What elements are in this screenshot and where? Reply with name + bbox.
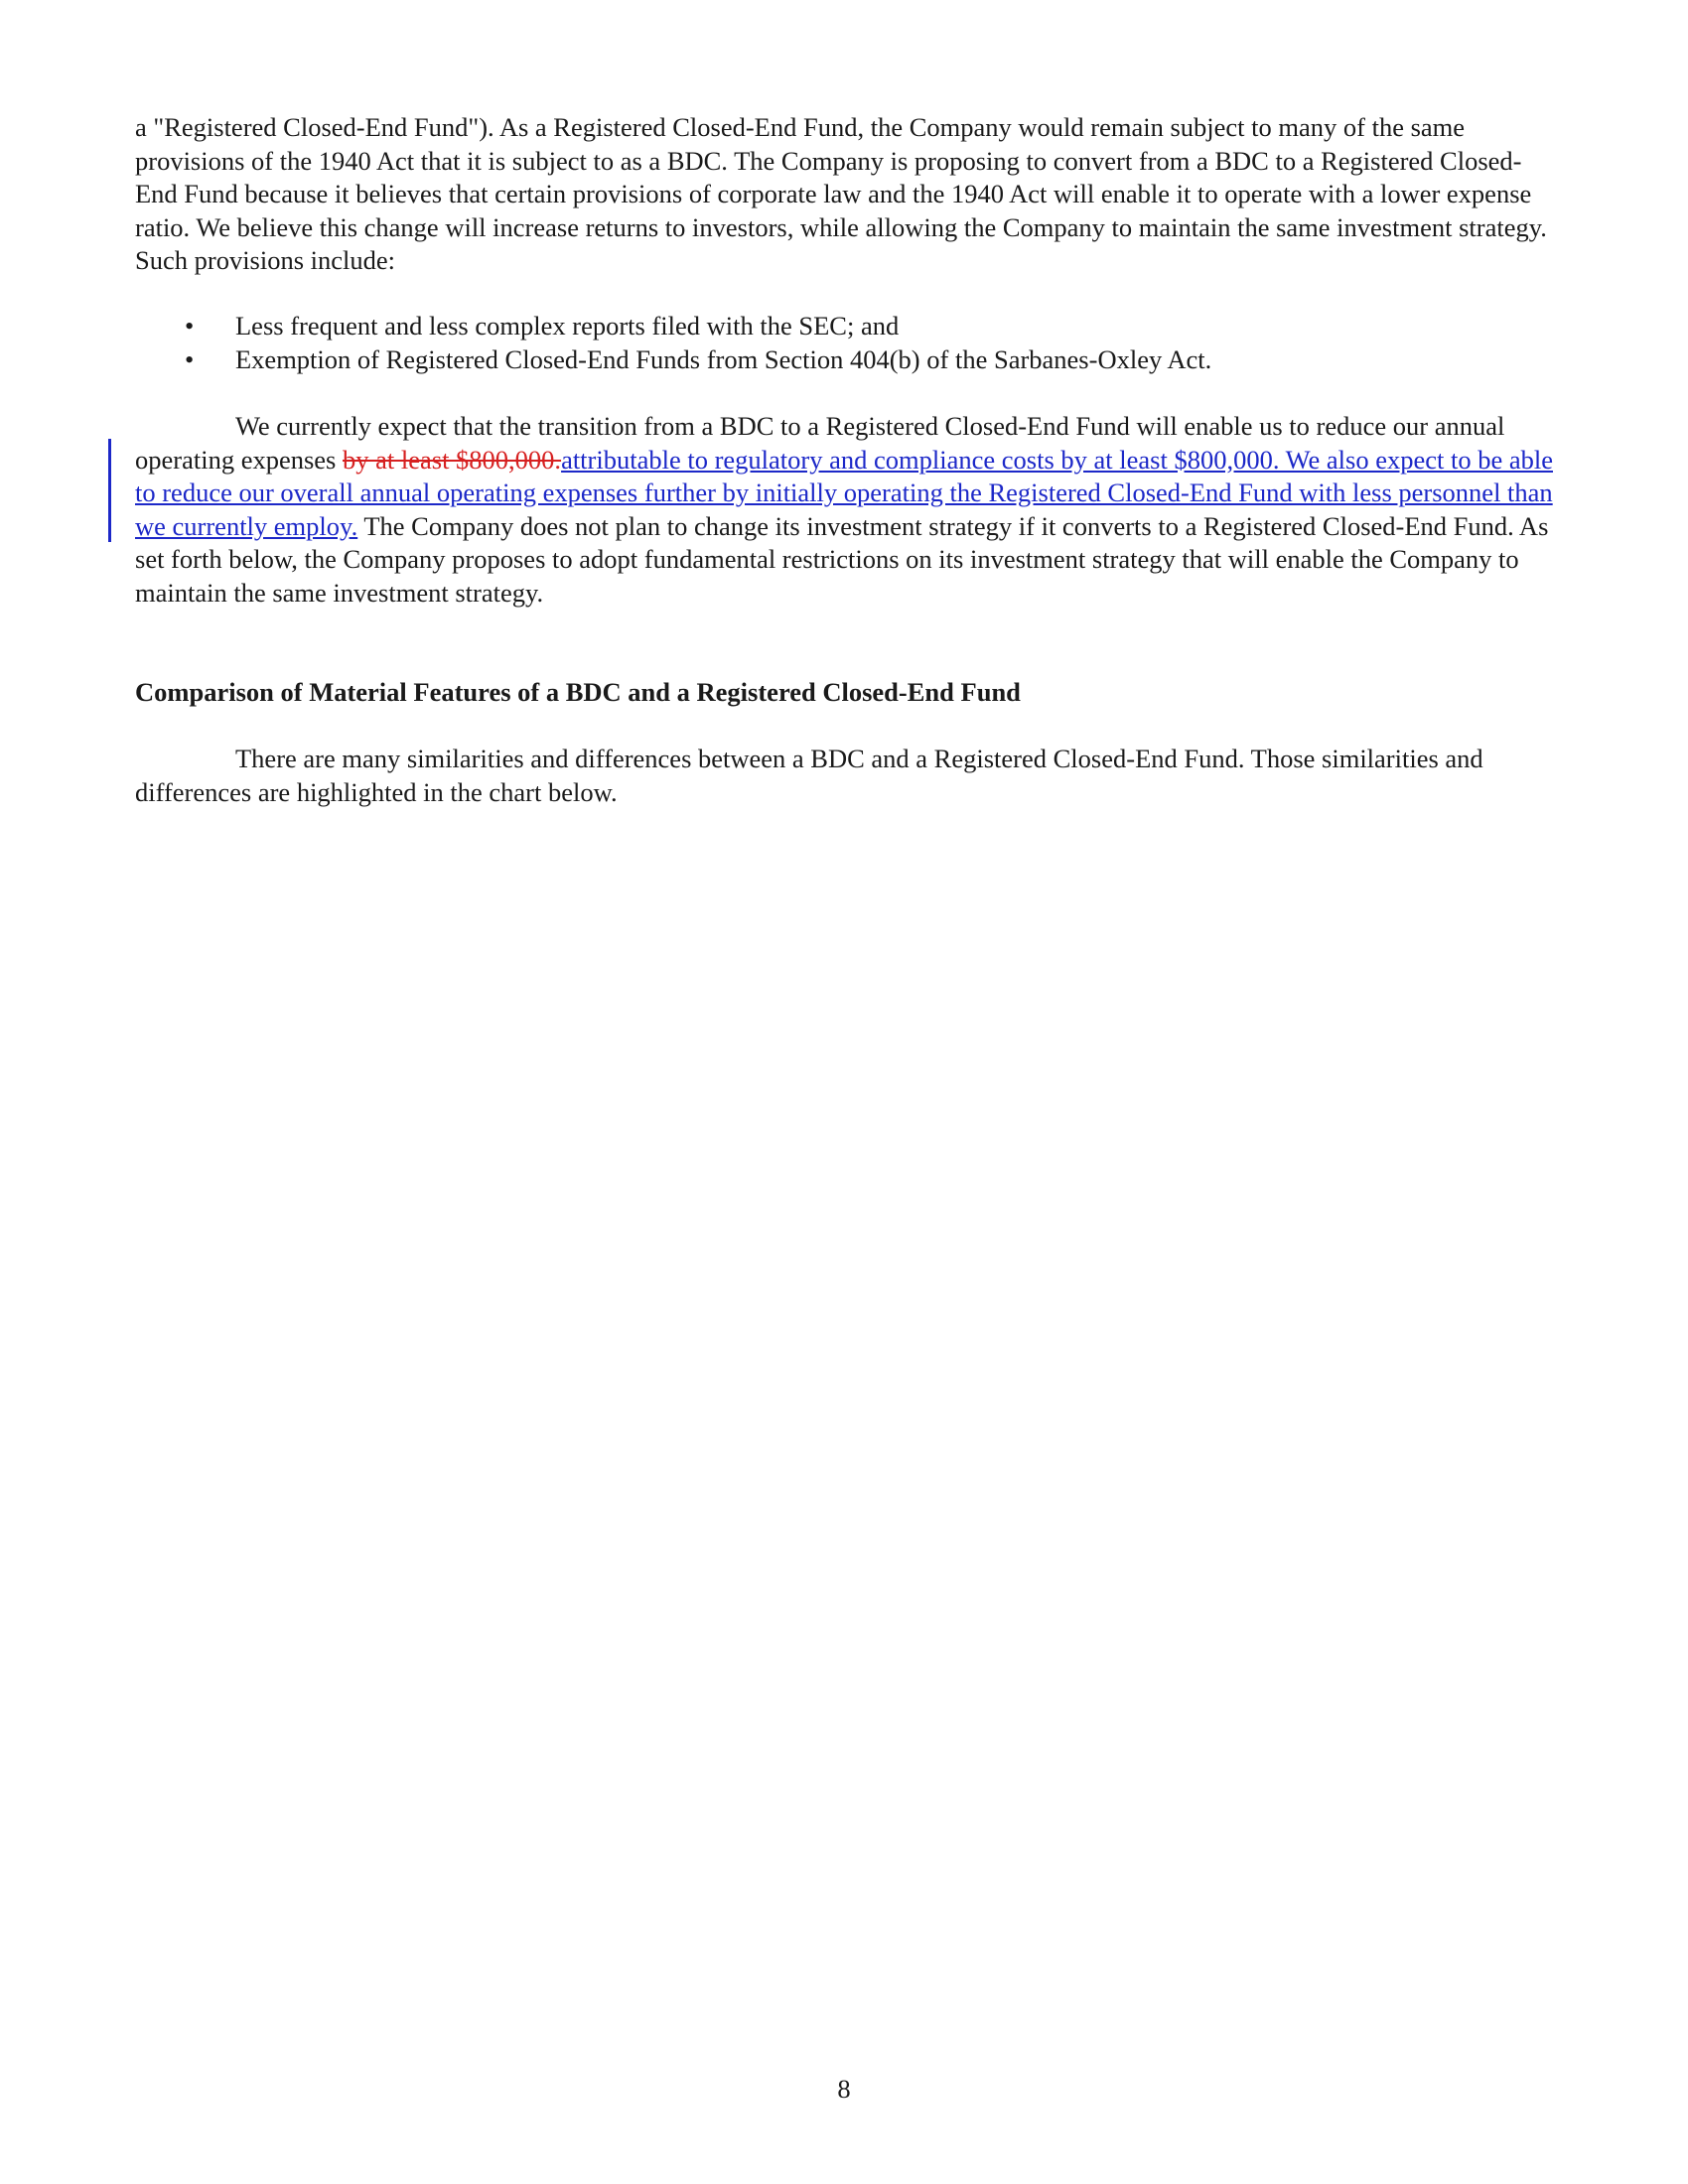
list-item xyxy=(135,343,1555,377)
expense-paragraph xyxy=(135,410,1555,610)
list-item-text: Less frequent and less complex reports filed with the SEC; and xyxy=(235,311,900,341)
bullet-icon: • xyxy=(185,311,195,341)
provisions-list xyxy=(135,310,1555,376)
inserted-revision-text: attributable to regulatory and compliance costs by at least $800,000. We also expect to be able to reduce our overall annual operating expenses further by initially operating the Registered Closed-End Fund with less personnel than we currently employ. xyxy=(135,444,1553,541)
section-heading: Comparison of Material Features of a BDC and a Registered Closed-End Fund xyxy=(135,677,1021,707)
comparison-paragraph: There are many similarities and differences between a BDC and a Registered Closed-End Fund. Those similarities and differences are highlighted in the chart below. xyxy=(135,744,1483,807)
page-number: 8 xyxy=(837,2074,851,2104)
list-item xyxy=(135,310,1555,343)
revision-change-bar xyxy=(108,439,111,542)
paragraph-text: The Company does not plan to change its investment strategy if it converts to a Registered Closed-End Fund. As set forth below, the Company proposes to adopt fundamental restrictions on its investment strategy that will enable the Company to maintain the same investment strategy. xyxy=(135,510,1549,608)
deleted-revision-text: by at least $800,000. xyxy=(343,444,562,475)
bullet-icon: • xyxy=(185,343,195,374)
list-item-text: Exemption of Registered Closed-End Funds from Section 404(b) of the Sarbanes-Oxley Act. xyxy=(235,343,1212,374)
paragraph-text: We currently expect that the transition from a BDC to a Registered Closed-End Fund will enable us to reduce our annual operating expenses xyxy=(135,411,1505,475)
intro-paragraph: a "Registered Closed-End Fund"). As a Registered Closed-End Fund, the Company would remain subject to many of the same provisions of the 1940 Act that it is subject to as a BDC. The Company is proposing to convert from a BDC to a Registered Closed-End Fund because it believes that certain provisions of corporate law and the 1940 Act will enable it to operate with a lower expense ratio. We believe this change will increase returns to investors, while allowing the Company to maintain the same investment strategy. Such provisions include: xyxy=(135,112,1547,275)
